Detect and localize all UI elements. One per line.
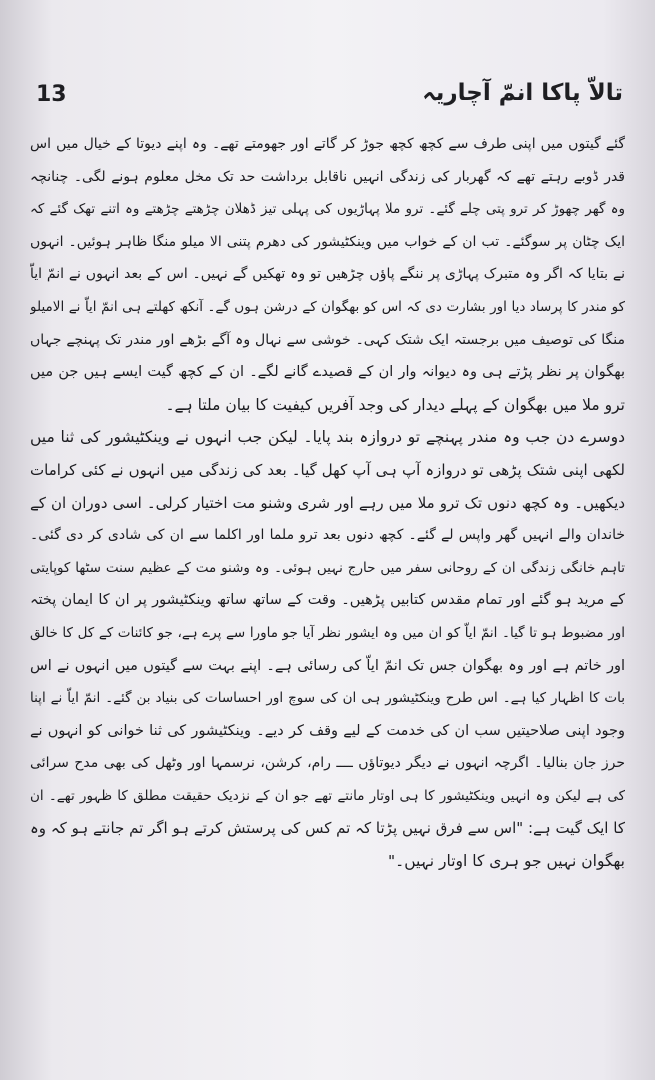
text-line: ترو ملا میں بھگوان کے پہلے دیدار کی وجد آفریں کیفیت کا بیان ملتا ہے۔ bbox=[165, 395, 625, 414]
text-line: بھگوان نہیں جو ہری کا اوتار نہیں۔" bbox=[387, 852, 625, 871]
text-line: اور مضبوط ہو تا گیا۔ انمّ ایاّ کو ان میں وہ ایشور نظر آیا جو ماورا سے پرے ہے، جو کائنات کے کل کا خالق bbox=[30, 624, 625, 641]
text-line: حرز جان بنالیا۔ اگرچہ انہوں نے دیگر دیوتاؤں ــــ رام، کرشن، نرسمہا اور وٹھل کی بھی مدح سرائی bbox=[30, 755, 625, 772]
text-line: تاہم خانگی زندگی ان کے روحانی سفر میں حارج نہیں ہوئی۔ وہ وشنو مت کے عظیم سنت سٹھا کوپایتی bbox=[30, 559, 625, 576]
text-line: دوسرے دن جب وہ مندر پہنچے تو دروازہ بند پایا۔ لیکن جب انہوں نے وینکٹیشور کی ثنا میں bbox=[30, 428, 625, 447]
text-line: کو مندر کا پرساد دیا اور بشارت دی کہ اس کو بھگوان کے درشن ہوں گے۔ آنکھ کھلتے ہی انمّ ایاّ نے الامیلو bbox=[30, 298, 625, 315]
text-line: قدر ڈوبے رہتے تھے کہ گھربار کی زندگی انہیں ناقابل برداشت حد تک مخل معلوم ہونے لگی۔ چنانچہ bbox=[30, 168, 625, 185]
text-line: خاندان والے انہیں گھر واپس لے گئے۔ کچھ دنوں بعد ترو ملما اور اکلما سے ان کی شادی کر دی گئی۔ bbox=[30, 527, 625, 544]
page-header bbox=[30, 80, 623, 114]
paragraph-2 bbox=[30, 421, 625, 877]
text-line: منگا کی توصیف میں برجستہ ایک شتک کہی۔ خوشی سے نہال وہ آگے بڑھے اور مندر تک پہنچے جہاں bbox=[30, 331, 625, 348]
text-line: بھگوان پر نظر پڑتے ہی وہ دیوانہ وار ان کے قصیدے گانے لگے۔ ان کے کچھ گیت ایسے ہیں جن میں bbox=[30, 364, 625, 381]
text-line: وجود اپنی صلاحیتیں سب ان کی خدمت کے لیے وقف کر دیے۔ وینکٹیشور کی ثنا خوانی کو انہوں نے bbox=[30, 722, 625, 739]
paragraph-1 bbox=[30, 128, 625, 421]
text-line: کی ہے لیکن وہ انہیں وینکٹیشور کا ہی اوتار مانتے تھے جو ان کے نزدیک حقیقت مطلق کا ظہور تھے۔ ان bbox=[30, 787, 625, 804]
page-number: 13 bbox=[36, 82, 67, 107]
text-line: اور خاتم ہے اور وہ بھگوان جس تک انمّ ایاّ کی رسائی ہے۔ اپنے بہت سے گیتوں میں انہوں نے اس bbox=[30, 657, 625, 674]
running-title: تالاّ پاکا انمّ آچاریہ bbox=[422, 80, 623, 106]
text-line: نے بتایا کہ اگر وہ متبرک پہاڑی پر ننگے پاؤں چڑھیں تو وہ تھکیں گے نہیں۔ اس کے بعد انہوں نے انمّ ایاّ bbox=[30, 266, 625, 283]
text-line: بات کا اظہار کیا ہے۔ اس طرح وینکٹیشور ہی ان کی سوچ اور احساسات کی بنیاد بن گئے۔ انمّ ایاّ نے اپنا bbox=[30, 690, 625, 707]
text-line: دیکھیں۔ وہ کچھ دنوں تک ترو ملا میں رہے اور شری وشنو مت اختیار کرلی۔ اسی دوران ان کے bbox=[30, 493, 625, 512]
text-line: کے مرید ہو گئے اور تمام مقدس کتابیں پڑھیں۔ وقت کے ساتھ ساتھ وینکٹیشور پر ان کا ایمان پختہ bbox=[30, 592, 625, 609]
text-line: گئے گیتوں میں اپنی طرف سے کچھ کچھ جوڑ کر گاتے اور جھومتے تھے۔ وہ اپنے دیوتا کے خیال میں اس bbox=[30, 136, 625, 152]
text-line: وہ گھر چھوڑ کر ترو پتی چلے گئے۔ ترو ملا پہاڑیوں کی پہلی تیز ڈھلان چڑھتے چڑھتے وہ اتنے تھک گئے کہ bbox=[30, 201, 625, 218]
text-line: کا ایک گیت ہے: "اس سے فرق نہیں پڑتا کہ تم کس کی پرستش کرتے ہو اگر تم جانتے ہو کہ وہ bbox=[30, 819, 625, 838]
text-line: ایک چٹان پر سوگئے۔ تب ان کے خواب میں وینکٹیشور کی دھرم پتنی الا میلو منگا ظاہر ہوئیں۔ انہوں bbox=[30, 233, 625, 250]
body-text bbox=[30, 128, 625, 878]
text-line: لکھی اپنی شتک پڑھی تو دروازہ آپ ہی آپ کھل گیا۔ بعد کی زندگی میں انہوں نے کئی کرامات bbox=[30, 460, 625, 479]
